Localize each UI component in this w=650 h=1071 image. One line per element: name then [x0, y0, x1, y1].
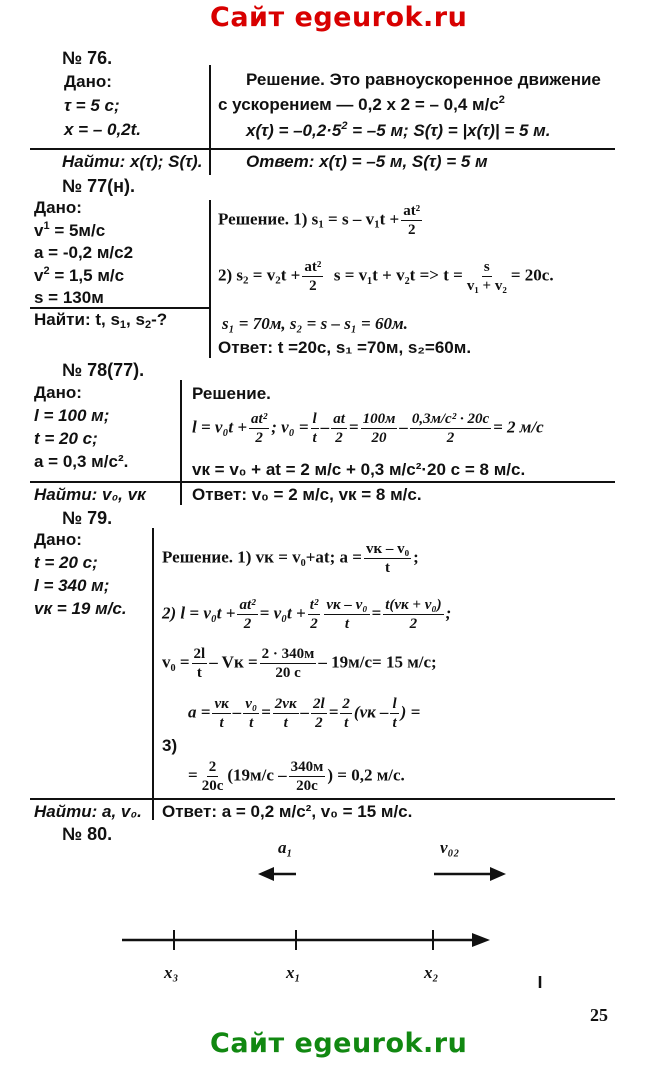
p79-given-t: t = 20 с; — [34, 553, 98, 572]
p78-solution-title: Решение. — [192, 384, 271, 403]
p77-answer: Ответ: t =20с, s₁ =70м, s₂=60м. — [218, 338, 472, 357]
page-number: 25 — [590, 1005, 608, 1025]
p78-divider-vertical — [180, 380, 182, 505]
p80-diagram — [0, 830, 650, 1030]
p77-divider-horizontal — [30, 307, 210, 309]
p79-answer: Ответ: a = 0,2 м/с², v₀ = 15 м/с. — [162, 802, 413, 821]
p78-solution-line1: l = v₀t + $\frac{\text{at²}}{2}$ ; v₀ = $\frac{l}{t}$ – $\frac{at}{2}$ = $\frac{100м}{20}$ – $\frac{\text{0,3м/с² · 20с}}{2}$ = 2 м/с — [192, 411, 544, 446]
p77-solution-line2: 2) $s_2 = v_2t$ + $\frac{\text{at²}}{2}$ s = v₁t + v₂t => t = $\frac{s}{\text{v₁ + v₂}}$ = 20c. — [218, 259, 554, 294]
p77-given-v1: $v^1 = 5м/с$ — [34, 220, 106, 240]
problem-78-number: № 78(77). — [62, 360, 145, 380]
velocity-arrow — [434, 867, 506, 881]
problem-76-number: № 76. — [62, 48, 113, 68]
problem-80-number: № 80. — [62, 824, 113, 844]
p77-given-title: Дано: — [34, 198, 82, 217]
p78-find: Найти: v₀, vк — [34, 485, 146, 504]
p79-given-l: l = 340 м; — [34, 576, 110, 595]
p79-solution-line6: = $\frac{2}{20c}$ (19м/с – $\frac{340м}{20с}$ ) = 0,2 м/с. — [188, 759, 405, 794]
p77-find: Найти: t, $s_1$, $s_2-$? — [34, 310, 168, 331]
label-x3: x₃ — [164, 963, 179, 982]
p78-given-l: l = 100 м; — [34, 406, 110, 425]
p77-given-a: a = -0,2 м/с2 — [34, 243, 134, 262]
site-banner-bottom: Сайт egeurok.ru — [210, 1028, 468, 1059]
p78-solution-line2: vк = v₀ + at = 2 м/с + 0,3 м/с²·20 с = 8 м/с. — [192, 460, 526, 479]
p76-given-tau: τ = 5 с; — [64, 96, 120, 115]
p77-given-v2: $v^2 = 1,5$ м/с — [34, 265, 125, 285]
p76-given-x: x = – 0,2t. — [64, 120, 142, 139]
p76-solution-line3: $x(\tau) = -0,2\cdot 5^2 = -5$ м; S(τ) = |x(τ)| = 5 м. — [246, 120, 551, 140]
p76-divider-horizontal — [30, 148, 615, 150]
p79-solution-line4: a = $\frac{vк}{t}$ – $\frac{\text{v₀}}{t}$ = $\frac{2vк}{t}$ – $\frac{2l}{2}$ = $\frac{2}{t}$ (vк – $\frac{l}{t}$ ) = — [188, 696, 421, 731]
p77-solution-line3: s₁ = 70м, s₂ = s – s₁ = 60м. — [222, 314, 408, 333]
acceleration-arrow — [258, 867, 296, 881]
p77-divider-vertical — [209, 200, 211, 358]
p76-find: Найти: x(τ); S(τ). — [62, 152, 203, 171]
p76-solution-line1: Решение. Это равноускоренное движение — [246, 70, 601, 89]
problem-77-number: № 77(н). — [62, 176, 135, 196]
p76-given-title: Дано: — [64, 72, 112, 91]
p79-divider-vertical — [152, 528, 154, 820]
p79-solution-step3-label: 3) — [162, 736, 178, 755]
p79-given-title: Дано: — [34, 530, 82, 549]
site-banner-top: Сайт egeurok.ru — [210, 2, 468, 33]
x-axis — [122, 933, 490, 947]
problem-79-number: № 79. — [62, 508, 113, 528]
label-x2: x₂ — [424, 963, 439, 982]
p78-given-t: t = 20 с; — [34, 429, 98, 448]
p78-answer: Ответ: v₀ = 2 м/с, vк = 8 м/с. — [192, 485, 422, 504]
label-x1: x₁ — [286, 963, 301, 982]
label-a1: a₁ — [278, 838, 293, 857]
p76-answer: Ответ: x(τ) = –5 м, S(τ) = 5 м — [246, 152, 488, 171]
p78-divider-horizontal — [30, 481, 615, 483]
p78-given-a: a = 0,3 м/с². — [34, 452, 129, 471]
p76-solution-line2: с ускорением — 0,2 х 2 = – 0,4 $м/с^2$ — [218, 94, 505, 114]
p79-solution-line3: v₀ = $\frac{2l}{t}$ – Vк = $\frac{2 \cdot 340м}{20 с}$ – 19м/с= 15 м/с; — [162, 646, 437, 681]
p79-solution-line2: 2) l = v₀t + $\frac{\text{at²}}{2}$ = v₀t + $\frac{\text{t²}}{2}$ $\frac{\text{vк – v₀}}{t}$ = $\frac{\text{t(vк + v₀)}}{2}$ ; — [162, 597, 452, 632]
p79-divider-horizontal — [30, 798, 615, 800]
label-v02: v₀₂ — [440, 838, 460, 857]
p77-solution-line1: Решение. 1) $s_1 = s - v_1t$ + $\frac{\text{at²}}{2}$ — [218, 203, 421, 238]
p78-given-title: Дано: — [34, 383, 82, 402]
p79-find: Найти: a, v₀. — [34, 802, 142, 821]
p77-given-s: s = 130м — [34, 288, 104, 307]
p79-given-vk: vк = 19 м/с. — [34, 599, 127, 618]
p79-solution-line1: Решение. 1) vк = v₀+at; a = $\frac{\text{vк – v₀}}{t}$ ; — [162, 541, 419, 576]
p76-divider-vertical — [209, 65, 211, 175]
